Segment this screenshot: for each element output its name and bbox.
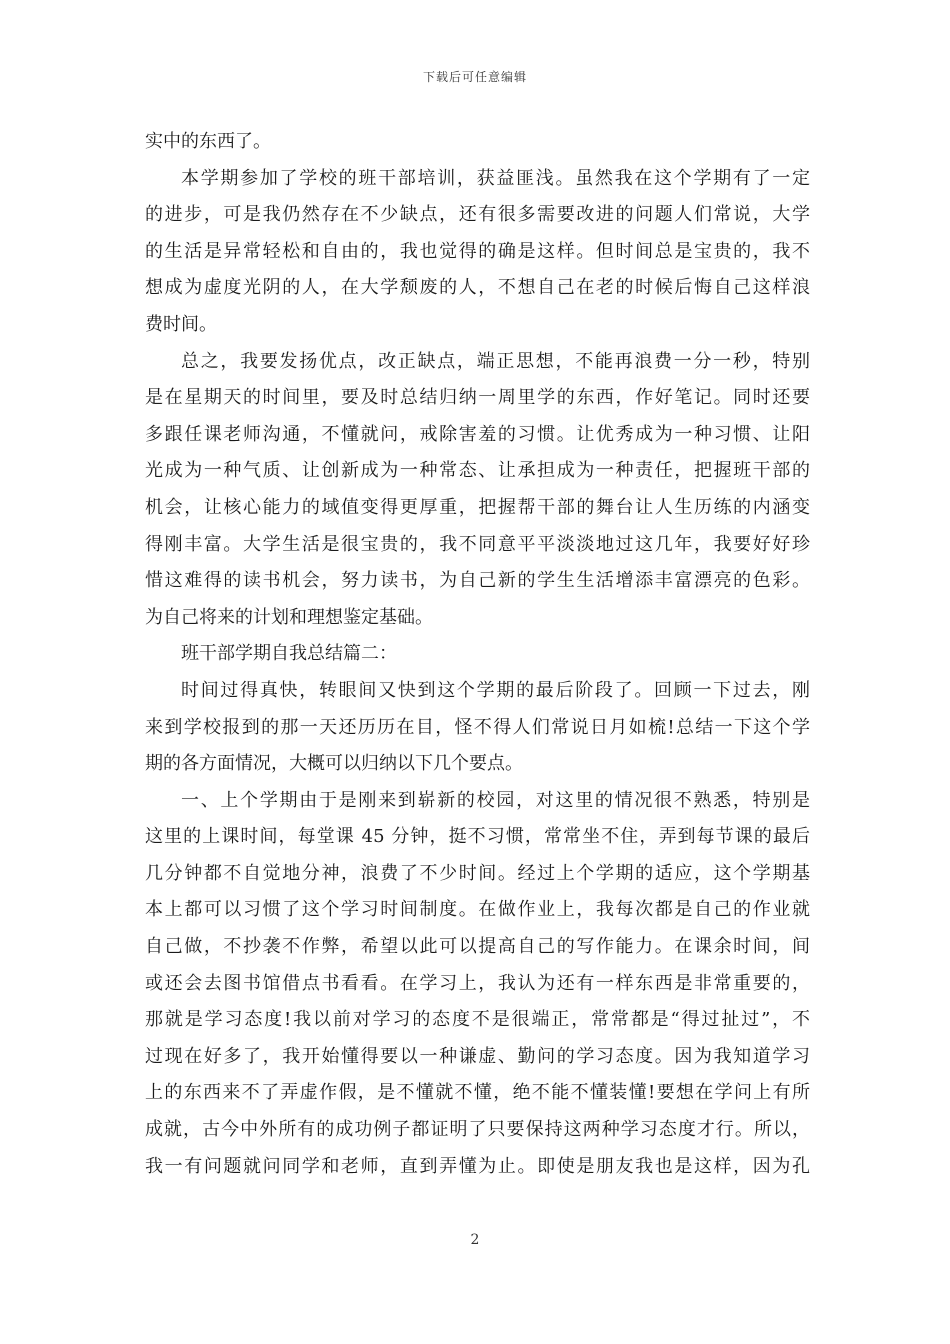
page-header: 下载后可任意编辑 [422,70,527,84]
text-line: 时间过得真快，转眼间又快到这个学期的最后阶段了。回顾一下过去，刚 [181,679,810,701]
text-line: 机会，让核心能力的域值变得更厚重，把握帮干部的舞台让人生历练的内涵变 [145,496,810,518]
text-line: 实中的东西了。 [145,131,271,152]
text-line: 那就是学习态度!我以前对学习的态度不是很端正，常常都是“得过扯过”，不 [145,1009,810,1031]
text-line: 上的东西来不了弄虚作假，是不懂就不懂，绝不能不懂装懂!要想在学问上有所 [145,1082,810,1104]
text-line: 期的各方面情况，大概可以归纳以下几个要点。 [145,753,523,775]
text-line: 或还会去图书馆借点书看看。在学习上，我认为还有一样东西是非常重要的， [145,972,810,994]
document-body [145,124,810,1185]
text-line: 几分钟都不自觉地分神，浪费了不少时间。经过上个学期的适应，这个学期基 [145,862,810,884]
text-line: 多跟任课老师沟通，不懂就问，戒除害羞的习惯。让优秀成为一种习惯、让阳 [145,423,810,445]
text-line: 的生活是异常轻松和自由的，我也觉得的确是这样。但时间总是宝贵的，我不 [145,240,810,262]
text-line: 总之，我要发扬优点，改正缺点，端正思想，不能再浪费一分一秒，特别 [181,350,810,372]
text-line: 为自己将来的计划和理想鉴定基础。 [145,606,433,628]
text-line: 我一有问题就问同学和老师，直到弄懂为止。即使是朋友我也是这样，因为孔 [145,1155,810,1177]
text-line: 得刚丰富。大学生活是很宝贵的，我不同意平平淡淡地过这几年，我要好好珍 [145,533,810,555]
text-line: 一、上个学期由于是刚来到崭新的校园，对这里的情况很不熟悉，特别是 [181,789,810,811]
text-line: 费时间。 [145,313,217,335]
text-line: 的进步，可是我仍然存在不少缺点，还有很多需要改进的问题人们常说，大学 [145,204,810,226]
text-line: 本学期参加了学校的班干部培训，获益匪浅。虽然我在这个学期有了一定 [181,167,810,189]
page-number: 2 [470,1232,480,1248]
text-line: 自己做，不抄袭不作弊，希望以此可以提高自己的写作能力。在课余时间，间 [145,936,810,958]
section-heading: 班干部学期自我总结篇二： [181,643,397,665]
text-line: 想成为虚度光阴的人，在大学颓废的人，不想自己在老的时候后悔自己这样浪 [145,277,810,299]
text-line: 来到学校报到的那一天还历历在目，怪不得人们常说日月如梳!总结一下这个学 [145,716,810,738]
text-line: 过现在好多了，我开始懂得要以一种谦虚、勤问的学习态度。因为我知道学习 [145,1045,810,1067]
text-line: 成就，古今中外所有的成功例子都证明了只要保持这两种学习态度才行。所以， [145,1119,810,1141]
text-line: 惜这难得的读书机会，努力读书，为自己新的学生生活增添丰富漂亮的色彩。 [145,570,810,592]
text-line: 是在星期天的时间里，要及时总结归纳一周里学的东西，作好笔记。同时还要 [145,387,810,409]
text-line: 这里的上课时间，每堂课 45 分钟，挺不习惯，常常坐不住，弄到每节课的最后 [145,826,810,848]
text-line: 本上都可以习惯了这个学习时间制度。在做作业上，我每次都是自己的作业就 [145,899,810,921]
text-line: 光成为一种气质、让创新成为一种常态、让承担成为一种责任，把握班干部的 [145,460,810,482]
